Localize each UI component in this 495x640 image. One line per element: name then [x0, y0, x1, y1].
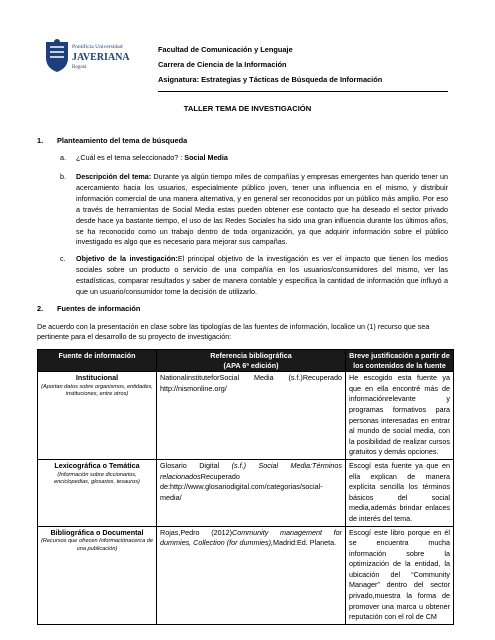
item-a-text — [76, 153, 448, 164]
header-reference: Referencia bibliográfica (APA 6ª edición) — [157, 350, 346, 372]
career-name: Carrera de Ciencia de la Información — [158, 60, 287, 69]
item-a-answer: Social Media — [184, 153, 228, 162]
source-description: (Información sobre diccionarios, enciclopedias, glosarios, tesauros) — [54, 471, 140, 486]
section2-intro: De acuerdo con la presentación en clase sobre las tipologías de las fuentes de información, localice un (1) recurso que sea pertinente para el desarrollo de su proyecto de investigación: — [37, 322, 430, 341]
source-cell — [38, 526, 157, 624]
item-c-text — [76, 254, 448, 298]
section1-title: Planteamiento del tema de búsqueda — [57, 136, 188, 145]
header-source: Fuente de información — [38, 350, 157, 372]
item-c-bold: Objetivo de la investigación: — [76, 254, 178, 263]
section2-heading — [37, 304, 140, 313]
source-cell — [38, 459, 157, 526]
table-row — [38, 526, 454, 624]
reference-cell: Glosario Digital (s.f.) Social Media:Términos relacionadosRecuperado de:http://www.glosariodigital.com/categorias/social-media/ — [157, 459, 346, 526]
reference-cell: NationalinstituteforSocial Media (s.f.)Recuperado http://nismonline.org/ — [157, 372, 346, 460]
item-b-bold: Descripción del tema: — [76, 172, 152, 181]
section2-title: Fuentes de información — [57, 304, 141, 313]
item-c-label: c. — [60, 254, 66, 263]
faculty-name: Facultad de Comunicación y Lenguaje — [158, 45, 293, 54]
document-header — [158, 42, 382, 87]
source-description: (Recursos que ofrecen Informaciónacerca de una publicación) — [41, 538, 153, 552]
justification-cell: Escogí este libro porque en él se encuentra mucha información sobre la optimización de la entidad, la ubicación del “Community Manager” dentro del sector privado,muestra la forma de promover una marca u obtener reputación con el rol de CM — [346, 526, 454, 624]
header-divider — [158, 91, 448, 92]
source-description: (Aportan datos sobre organismos, entidades, instituciones, entre otros) — [41, 383, 153, 398]
logo-line3: Bogotá — [72, 65, 87, 70]
sources-table — [37, 349, 454, 625]
source-title: Institucional — [75, 373, 119, 383]
item-b-label: b. — [60, 172, 66, 181]
table-row — [38, 459, 454, 526]
reference-cell: Rojas,Pedro (2012)Community management for dummies, Collection (for dummies),Madrid:Ed. Planeta. — [157, 526, 346, 624]
source-title: Lexicográfica o Temática — [54, 460, 140, 470]
item-b-text — [76, 172, 448, 248]
justification-cell: He escogido esta fuente ya que en ella encontré más de informaciónrelevante y programas formativos para personas interesadas en entrar al mundo de social media, con la posibilidad de realizar cursos gratuitos y demás opciones. — [346, 372, 454, 460]
source-cell — [38, 372, 157, 460]
university-logo — [44, 38, 140, 74]
logo-line1: Pontificia Universidad — [72, 44, 123, 50]
section2-number: 2. — [37, 304, 44, 313]
document-title: TALLER TEMA DE INVESTIGACIÓN — [183, 104, 312, 113]
logo-line2: JAVERIANA — [72, 52, 130, 63]
item-b-body: Durante ya algún tiempo miles de compañías y empresas emergentes han querido tener un acercamiento hacia los usuarios, especialmente público joven, tener una influencia en el mismo, y distribuir información comercial de una manera alternativa, y en general ser reconocidos por un público más amplio. Por eso a través de herramientas de Social Media estas pueden obtener ese contacto que ha deseado el sector privado desde hace ya bastante tiempo, el uso de las Redes Sociales ha sido una gran influencia durante los últimos años, se ha reconocido como un trabajo dentro de toda organización, ya que adquirir información sobre el público investigado es algo que es necesario para mejorar sus campañas. — [76, 172, 448, 247]
section1-number: 1. — [37, 136, 44, 145]
section1-heading — [37, 136, 187, 145]
item-c-body: El principal objetivo de la investigación es ver el impacto que tienen los medios sociales sobre un producto o servicio de una compañía en los usuarios/consumidores del mismo, ver las estadísticas, comparar resultados y saber de manera contable y especifica la cantidad de información que influyó a que un usuario/consumidor tome la decisión de utilizarlo. — [76, 254, 448, 296]
subject-name: Asignatura: Estrategias y Tácticas de Búsqueda de Información — [158, 75, 383, 84]
source-title: Bibliográfica o Documental — [50, 527, 144, 537]
table-header-row — [38, 350, 454, 372]
item-a-question: ¿Cuál es el tema seleccionado? : — [76, 153, 185, 162]
header-justification: Breve justificación a partir de los contenidos de la fuente — [346, 350, 454, 372]
shield-icon — [46, 39, 68, 72]
table-row — [38, 372, 454, 460]
justification-cell: Escogí esta fuente ya que en ella explican de manera explícita sencilla los términos básicos del social media,además brindar enlaces de interés del tema. — [346, 459, 454, 526]
item-a-label: a. — [60, 153, 66, 162]
